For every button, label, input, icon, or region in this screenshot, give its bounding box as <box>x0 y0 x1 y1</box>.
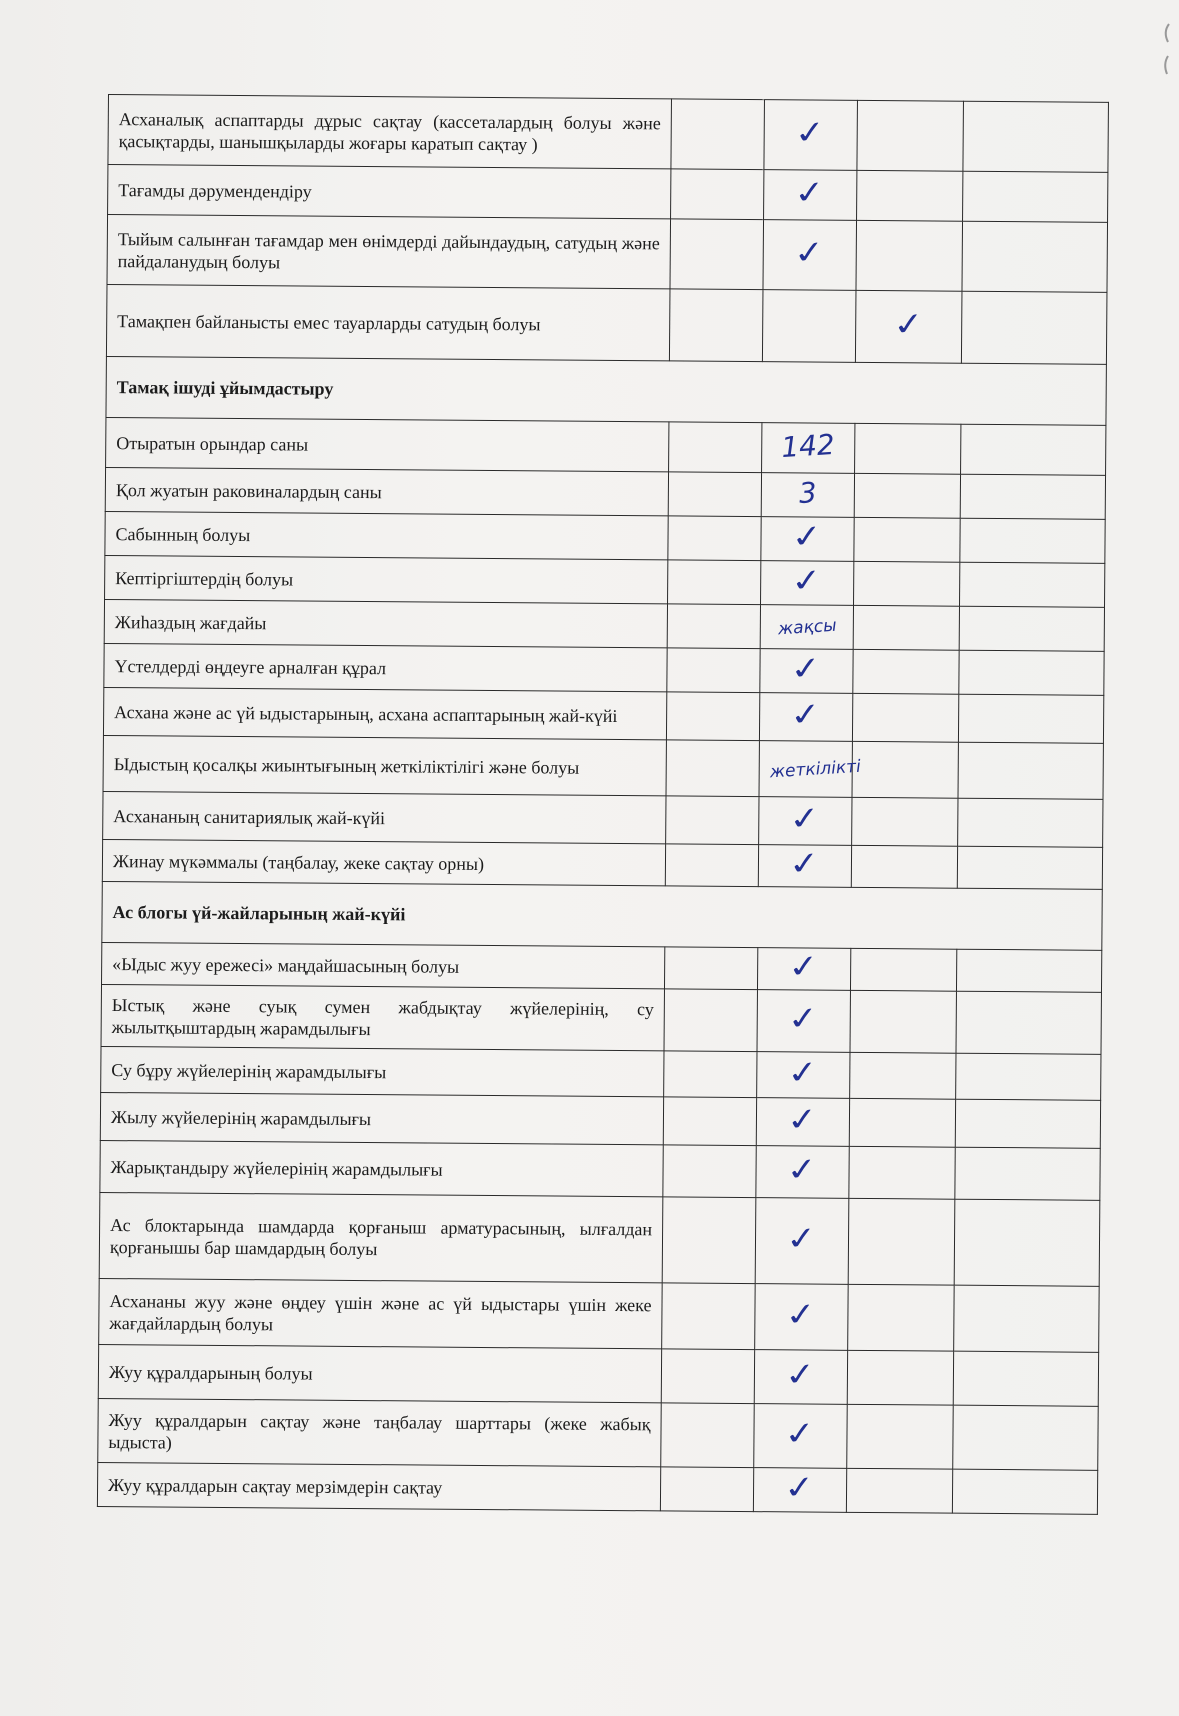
checklist-row <box>103 687 1103 743</box>
checklist-row <box>100 1092 1100 1148</box>
mark-cell <box>755 1198 849 1285</box>
mark-cell <box>857 100 964 171</box>
mark-cell <box>668 560 761 605</box>
mark-cell <box>760 649 853 694</box>
mark-cell <box>662 1197 756 1284</box>
checklist-row <box>99 1278 1099 1352</box>
mark-cell <box>757 948 850 991</box>
mark-cell <box>954 1199 1100 1286</box>
mark-cell <box>664 989 757 1052</box>
checkmark-icon: ✓ <box>785 1100 821 1139</box>
mark-cell <box>848 1284 955 1351</box>
mark-cell <box>852 797 958 846</box>
mark-cell <box>666 692 759 741</box>
item-label: Тыйым салынған тағамдар мен өнімдерді дайындаудың, сатудың және пайдаланудың болуы <box>107 215 671 289</box>
mark-cell <box>847 1404 953 1469</box>
handwritten-value: жеткілікті <box>769 756 862 782</box>
mark-cell <box>963 171 1108 222</box>
mark-cell <box>764 100 858 171</box>
mark-cell <box>959 606 1104 651</box>
section-title: Ас блогы үй-жайларының жай-күйі <box>102 881 1102 950</box>
mark-cell <box>669 289 763 362</box>
mark-cell <box>849 1146 955 1199</box>
mark-cell <box>666 740 759 797</box>
section-title: Тамақ ішуді ұйымдастыру <box>106 356 1106 425</box>
mark-cell <box>660 1467 753 1512</box>
checklist-row <box>105 467 1105 519</box>
item-label: Жарықтандыру жүйелерінің жарамдылығы <box>100 1140 663 1196</box>
mark-cell <box>960 562 1105 607</box>
mark-cell <box>852 741 958 798</box>
mark-cell <box>670 219 764 290</box>
mark-cell <box>957 846 1102 889</box>
checklist-row <box>104 643 1104 695</box>
mark-cell <box>956 991 1101 1054</box>
section-header-row <box>106 356 1106 425</box>
mark-cell <box>761 473 854 518</box>
mark-cell <box>664 947 757 990</box>
checkmark-icon: ✓ <box>787 844 823 883</box>
checkmark-icon: ✓ <box>782 1414 819 1453</box>
item-label: Тағамды дәрумендендіру <box>108 165 671 219</box>
checkmark-icon: ✓ <box>792 113 829 152</box>
mark-cell <box>848 1198 955 1285</box>
checklist-row <box>98 1344 1098 1406</box>
checklist-row <box>105 511 1105 563</box>
mark-cell <box>854 561 960 606</box>
mark-cell <box>759 797 852 846</box>
mark-cell <box>850 1052 956 1099</box>
mark-cell <box>955 1099 1100 1148</box>
item-label: Тамақпен байланысты емес тауарларды сатудың болуы <box>106 284 670 360</box>
handwritten-value: 3 <box>797 475 818 510</box>
mark-cell <box>852 693 958 742</box>
mark-cell <box>855 423 961 474</box>
mark-cell <box>664 1051 757 1098</box>
mark-cell <box>761 517 854 562</box>
mark-cell <box>760 605 853 650</box>
item-label: Кептіргіштердің болуы <box>105 555 668 603</box>
checklist-row <box>99 1192 1100 1286</box>
mark-cell <box>661 1349 754 1404</box>
item-label: Жуу құралдарының болуы <box>98 1344 661 1402</box>
item-label: Ас блоктарында шамдарда қорғаныш арматурасының, ылғалдан қорғанышы бар шамдардың болуы <box>99 1192 663 1282</box>
checkmark-icon: ✓ <box>787 799 824 838</box>
checklist-row <box>106 417 1106 475</box>
item-label: Отыратын орындар саны <box>106 417 669 471</box>
checkmark-icon: ✓ <box>789 517 826 556</box>
mark-cell <box>956 1053 1101 1100</box>
mark-cell <box>764 170 857 221</box>
checkmark-icon: ✓ <box>785 999 822 1038</box>
checkmark-icon: ✓ <box>789 561 825 600</box>
mark-cell <box>757 1052 850 1099</box>
checkmark-icon: ✓ <box>785 1053 822 1092</box>
item-label: Асхана және ас үй ыдыстарының, асхана аспаптарының жай-күйі <box>103 687 666 739</box>
item-label: Су бұру жүйелерінің жарамдылығы <box>101 1046 664 1096</box>
mark-cell <box>850 990 956 1053</box>
mark-cell <box>960 474 1105 519</box>
item-label: Жинау мүкәммалы (таңбалау, жеке сақтау орны) <box>102 839 665 885</box>
mark-cell <box>665 844 758 887</box>
mark-cell <box>669 422 762 473</box>
mark-cell <box>762 290 856 363</box>
mark-cell <box>759 693 852 742</box>
checklist-row <box>100 1140 1100 1200</box>
mark-cell <box>759 741 862 798</box>
mark-cell <box>754 1350 847 1405</box>
mark-cell <box>757 990 850 1053</box>
mark-cell <box>761 561 854 606</box>
mark-cell <box>958 694 1103 743</box>
mark-cell <box>962 221 1108 292</box>
checklist-row <box>108 165 1108 223</box>
item-label: Асхананы жуу және өңдеу үшін және ас үй ыдыстары үшін жеке жағдайлардың болуы <box>99 1278 663 1348</box>
mark-cell <box>955 1147 1100 1200</box>
mark-cell <box>756 1098 849 1147</box>
checkmark-icon: ✓ <box>890 304 927 344</box>
mark-cell <box>663 1145 756 1198</box>
mark-cell <box>953 1405 1098 1470</box>
mark-cell <box>853 649 959 694</box>
mark-cell <box>855 290 962 363</box>
mark-cell <box>758 845 851 888</box>
checkmark-icon: ✓ <box>788 649 825 688</box>
checkmark-icon: ✓ <box>782 1468 818 1507</box>
mark-cell <box>671 169 764 220</box>
checklist-row <box>105 555 1105 607</box>
mark-cell <box>754 1404 847 1469</box>
mark-cell <box>755 1284 849 1351</box>
mark-cell <box>857 170 963 221</box>
mark-cell <box>666 796 759 845</box>
checklist-row <box>103 791 1103 847</box>
item-label: Ыстық және суық сумен жабдықтау жүйелерінің, су жылытқыштардың жарамдылығы <box>101 984 664 1050</box>
checklist-row <box>98 1398 1098 1470</box>
mark-cell <box>847 1350 953 1405</box>
checkmark-icon: ✓ <box>786 947 822 986</box>
checkmark-icon: ✓ <box>788 695 824 734</box>
inspection-checklist-table <box>97 94 1109 1515</box>
page-edge-mark <box>1159 20 1177 80</box>
mark-cell <box>849 1098 955 1147</box>
mark-cell <box>954 1285 1100 1352</box>
mark-cell <box>846 1468 952 1513</box>
checkmark-icon: ✓ <box>791 233 828 272</box>
checklist-row <box>97 1462 1097 1514</box>
mark-cell <box>662 1283 756 1350</box>
mark-cell <box>756 1146 849 1199</box>
mark-cell <box>671 99 765 170</box>
item-label: Үстелдерді өңдеуге арналған құрал <box>104 643 667 691</box>
mark-cell <box>668 472 761 517</box>
checklist-body <box>97 95 1108 1515</box>
item-label: Жуу құралдарын сақтау және таңбалау шарттары (жеке жабық ыдыста) <box>98 1398 661 1466</box>
mark-cell <box>753 1468 846 1513</box>
mark-cell <box>663 1097 756 1146</box>
item-label: Сабынның болуы <box>105 511 668 559</box>
mark-cell <box>854 473 960 518</box>
mark-cell <box>958 742 1103 799</box>
mark-cell <box>850 948 956 991</box>
item-label: Асханалық аспаптарды дұрыс сақтау (кассеталардың болуы және қасықтарды, шанышқыларды жоғары каратып сақтау ) <box>108 95 672 169</box>
checklist-row <box>101 1046 1101 1100</box>
mark-cell <box>856 220 963 291</box>
mark-cell <box>959 650 1104 695</box>
mark-cell <box>668 516 761 561</box>
mark-cell <box>960 518 1105 563</box>
mark-cell <box>854 517 960 562</box>
checkmark-icon: ✓ <box>792 173 829 212</box>
mark-cell <box>956 949 1101 992</box>
handwritten-value: жақсы <box>776 615 837 639</box>
checklist-row <box>104 599 1104 651</box>
checklist-row <box>106 284 1107 364</box>
mark-cell <box>961 424 1106 475</box>
item-label: Қол жуатын раковиналардың саны <box>105 467 668 515</box>
mark-cell <box>952 1469 1097 1514</box>
checkmark-icon: ✓ <box>784 1150 821 1189</box>
mark-cell <box>953 1351 1098 1406</box>
mark-cell <box>661 1403 754 1468</box>
checklist-row <box>101 984 1101 1054</box>
item-label: Ыдыстың қосалқы жиынтығының жеткіліктілігі және болуы <box>103 735 666 795</box>
checklist-row <box>108 95 1109 173</box>
mark-cell <box>763 220 857 291</box>
item-label: Жылу жүйелерінің жарамдылығы <box>100 1092 663 1144</box>
mark-cell <box>961 291 1107 364</box>
mark-cell <box>667 648 760 693</box>
section-header-row <box>102 881 1102 950</box>
mark-cell <box>958 798 1103 847</box>
mark-cell <box>762 423 855 474</box>
checkmark-icon: ✓ <box>783 1355 819 1394</box>
checklist-row <box>107 215 1108 293</box>
mark-cell <box>963 101 1109 172</box>
mark-cell <box>851 845 957 888</box>
checkmark-icon: ✓ <box>783 1295 820 1334</box>
item-label: Асхананың санитариялық жай-күйі <box>103 791 666 843</box>
checklist-row <box>103 735 1103 799</box>
handwritten-value: 142 <box>780 427 836 464</box>
mark-cell <box>667 604 760 649</box>
item-label: Жуу құралдарын сақтау мерзімдерін сақтау <box>97 1462 660 1510</box>
item-label: Жиһаздың жағдайы <box>104 599 667 647</box>
item-label: «Ыдыс жуу ережесі» маңдайшасының болуы <box>102 942 665 988</box>
mark-cell <box>853 605 959 650</box>
checkmark-icon: ✓ <box>784 1219 820 1258</box>
